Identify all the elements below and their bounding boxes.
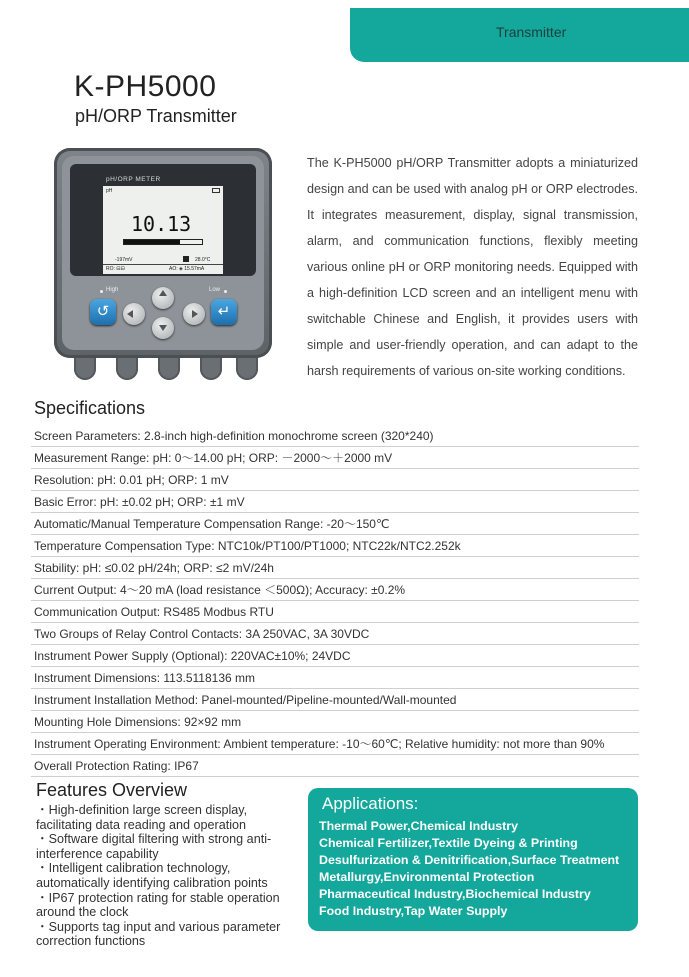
lcd-mv-readout: -197mV	[115, 257, 133, 263]
spec-row: Mounting Hole Dimensions: 92×92 mm	[31, 711, 639, 733]
spec-row: Instrument Dimensions: 113.5118136 mm	[31, 667, 639, 689]
applications-list	[319, 818, 619, 920]
feature-item: ・IP67 protection rating for stable operation around the clock	[36, 890, 280, 920]
down-arrow-button[interactable]	[152, 317, 174, 339]
spec-row: Instrument Power Supply (Optional): 220VAC±10%; 24VDC	[31, 645, 639, 667]
back-button[interactable]	[90, 299, 116, 325]
application-item: Desulfurization & Denitrification,Surface Treatment	[319, 853, 620, 867]
lcd-ao-status: AO: ◈ 15.57mA	[169, 266, 205, 272]
spec-row: Overall Protection Rating: IP67	[31, 755, 639, 777]
spec-row: Instrument Operating Environment: Ambient temperature: -10～60℃; Relative humidity: not more than 90%	[31, 733, 639, 755]
specifications-table	[31, 425, 639, 777]
feature-item: ・Supports tag input and various parameter correction functions	[36, 919, 281, 949]
description-text: The K-PH5000 pH/ORP Transmitter adopts a miniaturized design and can be used with analog pH or ORP electrodes. It integrates measurement, display, signal transmission, alarm, and communication functions, flexibly meeting various online pH or ORP monitoring needs. Equipped with a high-definition LCD screen and an intelligent menu with switchable Chinese and English, it provides users with simple and user-friendly operation, and can adapt to the harsh requirements of various on-site working conditions.	[307, 156, 638, 378]
spec-row: Basic Error: pH: ±0.02 pH; ORP: ±1 mV	[31, 491, 639, 513]
category-tab	[350, 8, 689, 62]
spec-row: Measurement Range: pH: 0～14.00 pH; ORP: －2000～＋2000 mV	[31, 447, 639, 469]
feature-item: ・Intelligent calibration technology, automatically identifying calibration points	[36, 861, 268, 890]
high-alarm-led-icon	[100, 290, 103, 293]
low-alarm-led-icon	[224, 290, 227, 293]
spec-row: Stability: pH: ≤0.02 pH/24h; ORP: ≤2 mV/24h	[31, 557, 639, 579]
battery-icon	[212, 188, 220, 193]
application-item: Thermal Power,Chemical Industry	[319, 819, 518, 833]
spec-row: Resolution: pH: 0.01 pH; ORP: 1 mV	[31, 469, 639, 491]
high-alarm-label: High	[106, 287, 119, 293]
spec-row: Instrument Installation Method: Panel-mounted/Pipeline-mounted/Wall-mounted	[31, 689, 639, 711]
back-arrow-icon: ↺	[96, 303, 110, 320]
lcd-footer	[103, 264, 223, 274]
feature-item: ・High-definition large screen display, facilitating data reading and operation	[36, 803, 248, 832]
product-subtitle: pH/ORP Transmitter	[75, 106, 237, 126]
applications-heading: Applications:	[322, 794, 419, 813]
lcd-level-fill	[124, 240, 180, 244]
applications-panel	[308, 788, 638, 931]
application-item: Chemical Fertilizer,Textile Dyeing & Printing	[319, 836, 578, 850]
auto-mode-icon	[183, 256, 189, 262]
specifications-heading: Specifications	[34, 398, 146, 418]
left-arrow-button[interactable]	[123, 303, 145, 325]
up-arrow-button[interactable]	[152, 287, 174, 309]
lcd-mode-label: pH	[106, 188, 113, 194]
spec-row: Current Output: 4～20 mA (load resistance ＜500Ω); Accuracy: ±0.2%	[31, 579, 639, 601]
enter-button[interactable]	[211, 299, 237, 325]
product-model-title: K-PH5000	[74, 70, 217, 103]
application-item: Food Industry,Tap Water Supply	[319, 904, 508, 918]
device-brand-label: pH/ORP METER	[106, 176, 161, 183]
product-description	[307, 150, 638, 384]
lcd-level-bar	[123, 239, 203, 245]
spec-row: Communication Output: RS485 Modbus RTU	[31, 601, 639, 623]
category-tab-label: Transmitter	[496, 24, 567, 40]
right-arrow-button[interactable]	[183, 303, 205, 325]
spec-row: Screen Parameters: 2.8-inch high-definition monochrome screen (320*240)	[31, 425, 639, 447]
low-alarm-label: Low	[209, 287, 221, 293]
features-heading: Features Overview	[36, 780, 188, 800]
feature-item: ・Software digital filtering with strong anti-interference capability	[36, 832, 272, 861]
lcd-temperature: 28.0°C	[195, 257, 211, 263]
lcd-screen	[103, 186, 223, 274]
spec-row: Automatic/Manual Temperature Compensation Range: -20～150℃	[31, 513, 639, 535]
device-illustration	[54, 148, 272, 384]
spec-row: Temperature Compensation Type: NTC10k/PT100/PT1000; NTC22k/NTC2.252k	[31, 535, 639, 557]
enter-icon: ↵	[217, 303, 231, 320]
features-list	[36, 803, 306, 949]
spec-row: Two Groups of Relay Control Contacts: 3A 250VAC, 3A 30VDC	[31, 623, 639, 645]
lcd-reading: 10.13	[131, 212, 192, 236]
application-item: Pharmaceutical Industry,Biochemical Industry	[319, 887, 591, 901]
application-item: Metallurgy,Environmental Protection	[319, 870, 535, 884]
lcd-relay-status: RO: ⊟⊟	[106, 266, 125, 272]
